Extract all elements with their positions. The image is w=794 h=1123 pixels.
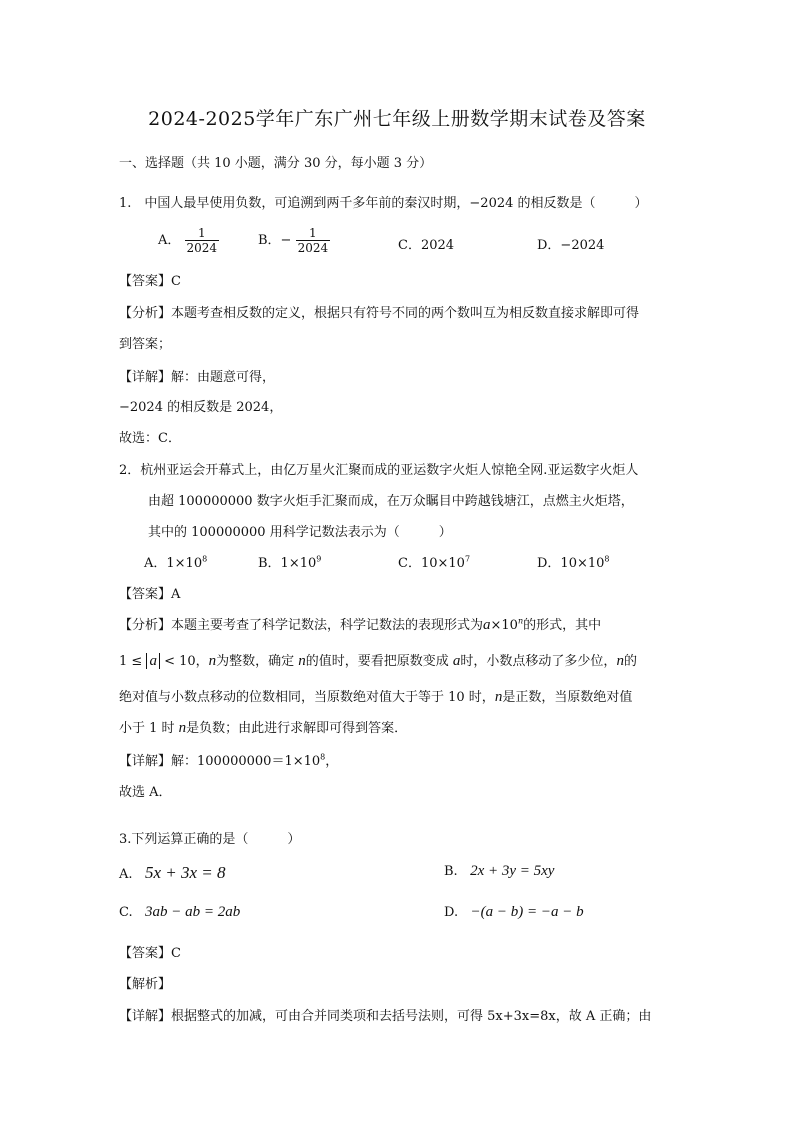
section-heading: 一、选择题（共 10 小题，满分 30 分，每小题 3 分） xyxy=(119,156,433,171)
q3-option-d: D. −(a − b) = −a − b xyxy=(444,904,584,920)
numerator: 1 xyxy=(296,226,331,241)
question-2-stem-line-1: 2．杭州亚运会开幕式上，由亿万星火汇聚而成的亚运数字火炬人惊艳全网.亚运数字火炬人 xyxy=(119,463,639,478)
absolute-value: a xyxy=(146,653,160,669)
fraction xyxy=(296,226,331,255)
q2-detail: 【详解】解：$100000000=1\times 10^8$， xyxy=(119,752,339,769)
fraction xyxy=(185,226,220,255)
q1-option-a xyxy=(158,226,219,255)
q2-analysis-line-2: 1 ≤ a < 10，n为整数，确定 n的值时，要看把原数变成 a时，小数点移动了多少位，n的 xyxy=(119,653,637,669)
q1-answer: 【答案】C xyxy=(119,274,181,289)
q2-option-a: A．$1\times 10^8$ xyxy=(144,554,208,571)
q2-option-b: B．$1\times 10^9$ xyxy=(258,554,322,571)
q3-option-c: C. 3ab − ab = 2ab xyxy=(119,904,241,920)
q1-option-c: C．2024 xyxy=(398,238,455,253)
q3-detail: 【详解】根据整式的加减，可由合并同类项和去括号法则，可得 5x+3x=8x，故 A 正确；由 xyxy=(119,1009,652,1024)
option-label: A． xyxy=(158,233,181,248)
page-title: 2024-2025学年广东广州七年级上册数学期末试卷及答案 xyxy=(148,108,646,130)
q2-option-c: C．$10\times 10^7$ xyxy=(398,554,471,571)
q3-option-a: A. 5x + 3x = 8 xyxy=(119,863,226,882)
q2-analysis-line-1: 【分析】本题主要考查了科学记数法，科学记数法的表现形式为$a\times 10^n$的形式，其中 xyxy=(119,616,602,633)
q1-detail-line-2: −2024 的相反数是 2024， xyxy=(119,400,283,415)
q2-analysis-line-3: 绝对值与小数点移动的位数相同，当原数绝对值大于等于 10 时，n是正数，当原数绝对值 xyxy=(119,689,633,705)
option-label: B．− xyxy=(258,233,292,248)
q3-analysis: 【解析】 xyxy=(119,977,172,992)
q1-analysis-line-2: 到答案； xyxy=(119,337,172,352)
q3-option-b: B. 2x + 3y = 5xy xyxy=(444,863,555,879)
q1-detail-line-1: 【详解】解：由题意可得， xyxy=(119,370,276,385)
numerator: 1 xyxy=(185,226,220,241)
q2-answer: 【答案】A xyxy=(119,587,181,602)
q3-answer: 【答案】C xyxy=(119,946,181,961)
question-1-stem: 1. 中国人最早使用负数，可追溯到两千多年前的秦汉时期，−2024 的相反数是（ ） xyxy=(119,196,648,211)
q1-choose: 故选：C． xyxy=(119,431,181,446)
question-3-stem: 3.下列运算正确的是（ ） xyxy=(119,832,301,847)
q2-choose: 故选 A． xyxy=(119,785,172,800)
q2-analysis-line-4: 小于 1 时 n是负数；由此进行求解即可得到答案． xyxy=(119,720,408,736)
denominator: 2024 xyxy=(297,241,329,255)
q1-option-b xyxy=(258,226,330,255)
q1-option-d: D．−2024 xyxy=(537,238,605,253)
q1-analysis-line-1: 【分析】本题考查相反数的定义，根据只有符号不同的两个数叫互为相反数直接求解即可得 xyxy=(119,306,640,321)
denominator: 2024 xyxy=(186,241,218,255)
question-2-stem-line-3: 其中的 100000000 用科学记数法表示为（ ） xyxy=(148,525,452,540)
q2-option-d: D．$10\times 10^8$ xyxy=(537,554,610,571)
question-2-stem-line-2: 由超 100000000 数字火炬手汇聚而成，在万众瞩目中跨越钱塘江，点燃主火炬塔， xyxy=(148,494,634,509)
